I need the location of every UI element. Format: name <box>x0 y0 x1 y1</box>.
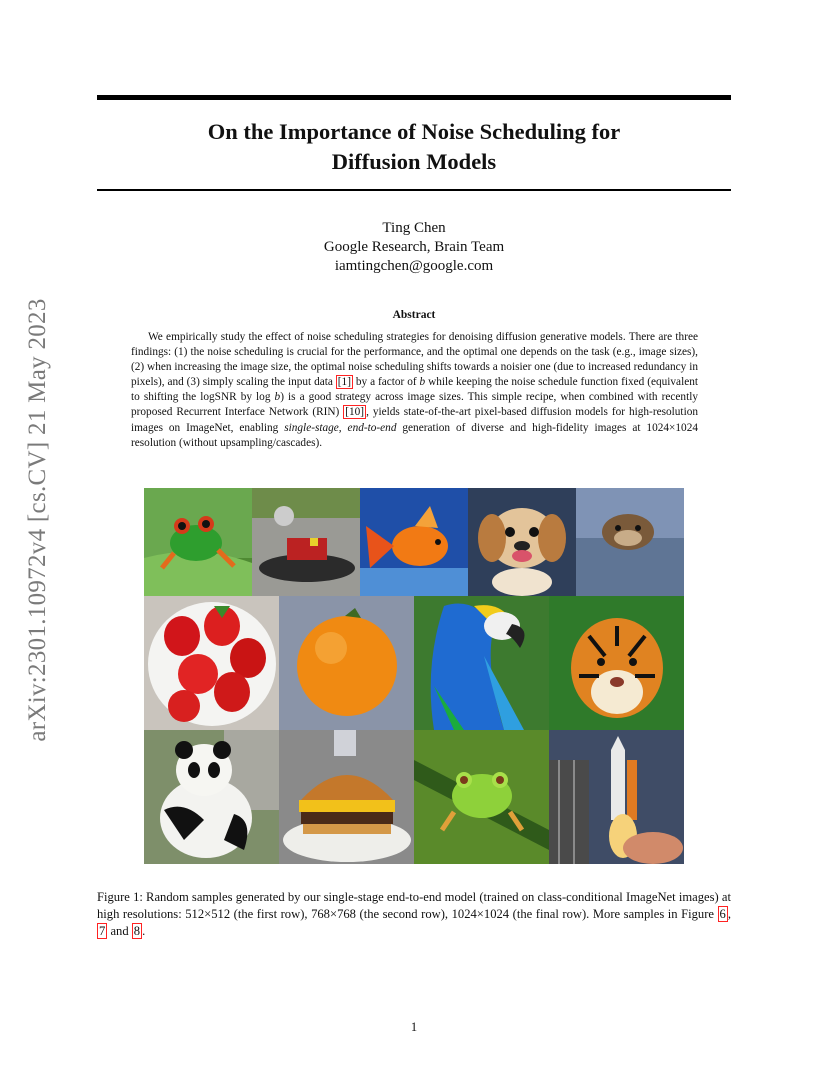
author-email: iamtingchen@google.com <box>334 258 494 274</box>
figure-1-image-grid <box>144 488 684 864</box>
abstract-segment: while keeping the noise schedule function fixed (equivalent to shifting the logSNR by log <box>131 376 699 404</box>
author-affiliation: Google Research, Brain Team <box>323 239 505 255</box>
abstract-segment: , yields state-of-the-art pixel-based diffusion models for high-resolution images on ImageNet, enabling <box>131 406 699 434</box>
figure-ref-link[interactable]: 6 <box>719 907 726 921</box>
figure-ref-link[interactable]: 7 <box>99 924 106 938</box>
author-name: Ting Chen <box>382 220 446 236</box>
tree-frog-image <box>414 730 549 864</box>
caption-segment: and <box>107 924 132 938</box>
otter-image <box>576 488 684 596</box>
caption-segment: . <box>142 924 146 938</box>
caption-segment: , <box>727 907 731 921</box>
citation-link[interactable]: [1] <box>337 376 351 389</box>
figure-1-caption <box>97 889 731 940</box>
orange-image <box>279 596 414 730</box>
panda-image <box>144 730 279 864</box>
tiger-image <box>549 596 684 730</box>
strawberries-image <box>144 596 279 730</box>
abstract-heading: Abstract <box>392 309 436 321</box>
title-top-rule <box>97 95 731 100</box>
math-variable: b <box>419 376 426 389</box>
title-line-1: On the Importance of Noise Scheduling for <box>207 119 621 144</box>
arxiv-id-label: arXiv:2301.10972v4 [cs.CV] 21 May 2023 <box>24 298 51 742</box>
paper-title <box>97 117 731 177</box>
title-line-2: Diffusion Models <box>331 149 497 174</box>
space-shuttle-image <box>549 730 684 864</box>
pekingese-image <box>468 488 576 596</box>
abstract-segment: by a factor of <box>352 376 420 389</box>
goldfish-image <box>360 488 468 596</box>
abstract-segment: ) is a good strategy across image sizes. This simple recipe, when combined with recently proposed Recurrent Interface Network (RIN) <box>131 391 698 419</box>
title-bottom-rule <box>97 189 731 191</box>
caption-segment: Figure 1: Random samples generated by our single-stage end-to-end model (trained on class-conditional ImageNet images) at high resolutions: 512×512 (the first row), 768×768 (the second row), 1024×1024 (the final row). More samples in Figure <box>97 890 731 921</box>
abstract-segment: We empirically study the effect of noise scheduling strategies for denoising diffusion generative models. There are three findings: (1) the noise scheduling is crucial for the performance, and the optimal one depends on the task (e.g., image sizes), (2) when increasing the image size, the optimal noise scheduling shifts towards a noisier one (due to increased redundancy in pixels), and (3) simply scaling the input data <box>131 331 698 389</box>
macaw-image <box>414 596 549 730</box>
figure-ref-link[interactable]: 8 <box>133 924 141 938</box>
abstract-text <box>131 330 698 451</box>
cheeseburger-image <box>279 730 414 864</box>
go-kart-image <box>252 488 360 596</box>
citation-link[interactable]: [10] <box>345 406 365 419</box>
author-block <box>97 219 731 276</box>
emphasis-text: single-stage, end-to-end <box>284 421 397 434</box>
abstract-segment: generation of diverse and high-fidelity images at 1024×1024 resolution (without upsampling/cascades). <box>131 421 698 449</box>
math-variable: b <box>274 391 281 404</box>
frog-image <box>144 488 252 596</box>
page-number: 1 <box>410 1020 418 1034</box>
